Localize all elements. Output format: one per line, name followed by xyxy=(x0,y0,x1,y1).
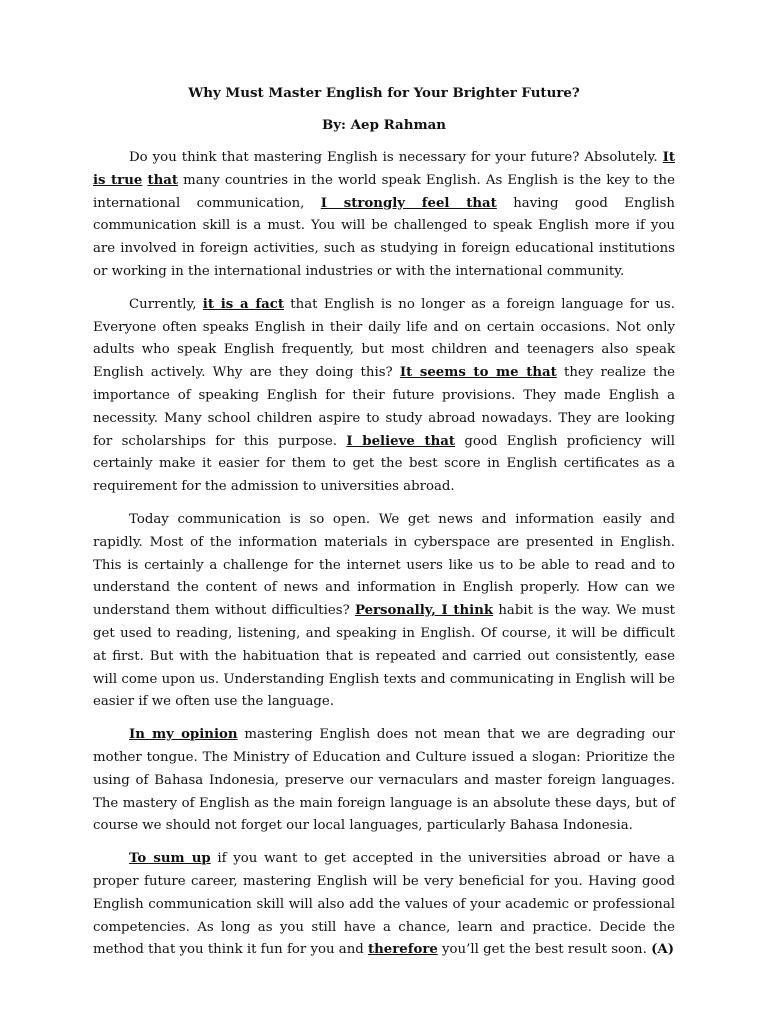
text-run: good English proficiency will certainly make it easier for them to get the best score in English certificates as a requirement for the admission to universities abroad. xyxy=(93,433,676,495)
key-phrase: therefore xyxy=(368,942,438,958)
key-phrase: I strongly feel that xyxy=(320,195,497,211)
document-title: Why Must Master English for Your Brighter Future? xyxy=(188,85,580,101)
paragraph-5 xyxy=(93,848,675,962)
text-run: they realize the importance of speaking English for their future provisions. They made English a necessity. Many school children aspire to study abroad nowadays. They are looking for scholarships for this purpose. xyxy=(93,365,675,449)
document-body xyxy=(93,147,675,962)
text-run: you’ll get the best result soon. xyxy=(437,942,652,958)
text-run: having good English communication skill is a must. You will be challenged to speak English more if you are involved in foreign activities, such as studying in foreign educational institutions or working in the international industries or with the international community. xyxy=(93,195,675,279)
key-phrase: In my opinion xyxy=(129,727,238,743)
paragraph-1 xyxy=(93,147,675,284)
text-run: habit is the way. We must get used to reading, listening, and speaking in English. Of course, it will be difficult at first. But with the habituation that is repeated and carried out consistently, ease will come upon us. Understanding English texts and communicating in English will be easier if we often use the language. xyxy=(93,603,675,710)
paragraph-3 xyxy=(93,509,675,714)
key-phrase: It is true xyxy=(93,150,675,188)
key-phrase: that xyxy=(147,172,179,188)
key-phrase: I believe that xyxy=(346,433,456,449)
key-phrase: Personally, I think xyxy=(354,603,494,619)
text-run: Currently, xyxy=(129,296,203,312)
text-run: if you want to get accepted in the universities abroad or have a proper future career, mastering English will be very beneficial for you. Having good English communication skill will also add the values of your academic or professional competencies. As long as you still have a chance, learn and practice. Decide the method that you think it fun for you and xyxy=(93,851,675,958)
text-run: Do you think that mastering English is necessary for your future? Absolutely. xyxy=(129,150,663,165)
document-author: By: Aep Rahman xyxy=(321,117,447,133)
answer-marker: (A) xyxy=(651,942,674,958)
text-run: many countries in the world speak English. As English is the key to the international communication, xyxy=(93,172,675,211)
paragraph-4 xyxy=(93,724,675,838)
key-phrase: To sum up xyxy=(129,851,211,867)
text-run: mastering English does not mean that we are degrading our mother tongue. The Ministry of Education and Culture issued a slogan: Prioritize the using of Bahasa Indonesia, preserve our vernaculars and master foreign languages. The mastery of English as the main foreign language is an absolute these days, but of course we should not forget our local languages, particularly Bahasa Indonesia. xyxy=(93,727,675,834)
key-phrase: It seems to me that xyxy=(399,365,557,381)
paragraph-2 xyxy=(93,294,675,499)
text-run: that English is no longer as a foreign language for us. Everyone often speaks English in their daily life and on certain occasions. Not only adults who speak English frequently, but most children and teenagers also speak English actively. Why are they doing this? xyxy=(93,296,675,381)
text-run: Today communication is so open. We get news and information easily and rapidly. Most of the information materials in cyberspace are presented in English. This is certainly a challenge for the internet users like us to be able to read and to understand the content of news and information in English properly. How can we understand them without difficulties? xyxy=(93,511,675,619)
key-phrase: it is a fact xyxy=(202,296,284,312)
